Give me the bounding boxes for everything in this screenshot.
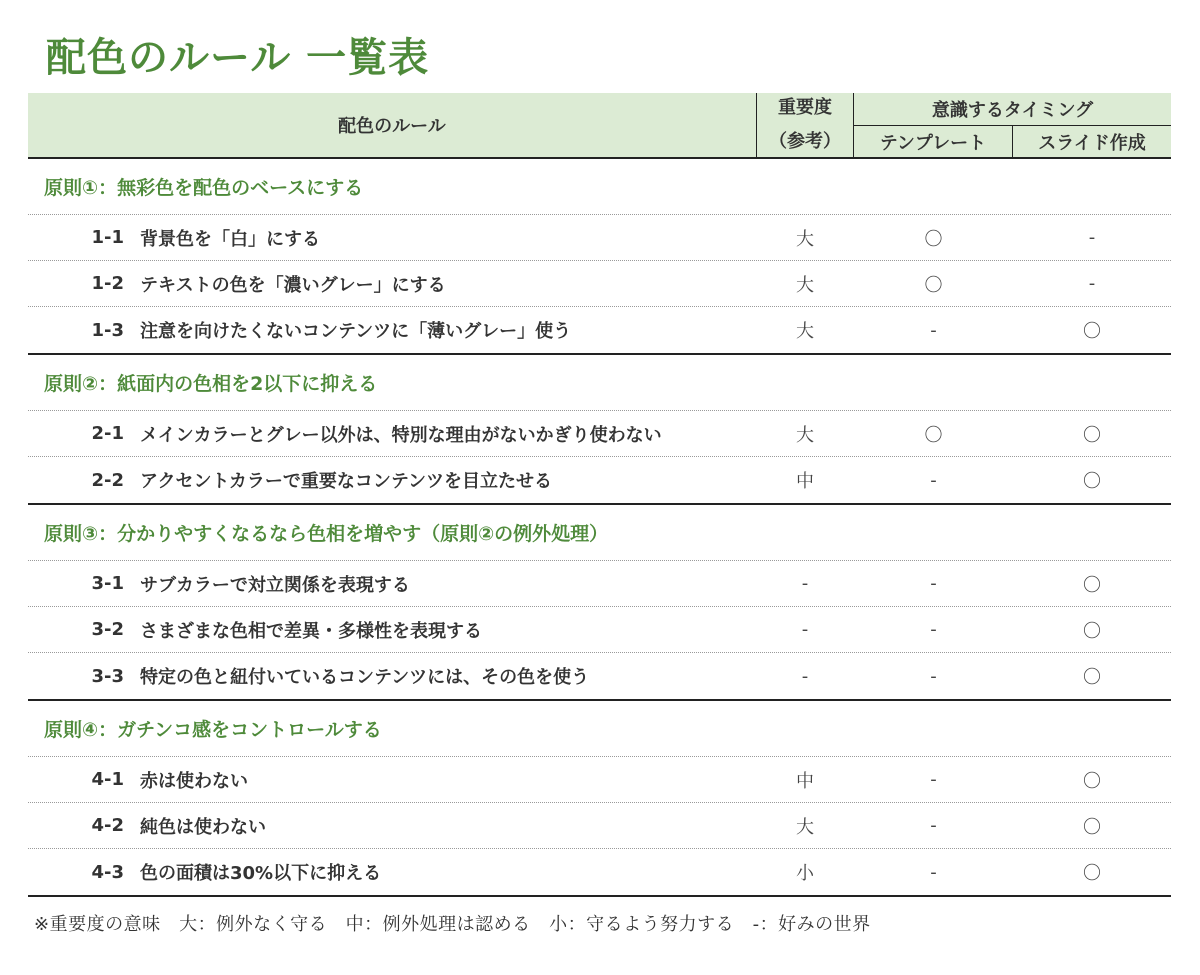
slide-cell: 〇 [1083, 863, 1101, 884]
table-row [28, 215, 1171, 261]
template-cell: - [930, 619, 937, 640]
rule-text: 背景色を「白」にする [140, 228, 320, 250]
rule-cell [28, 421, 756, 447]
rule-text: 色の面積は30%以下に抑える [140, 863, 382, 884]
table-row [28, 849, 1171, 895]
template-cell: - [930, 319, 937, 341]
section-title: 原則②：紙面内の色相を2以下に抑える [28, 355, 1171, 411]
importance-cell: 大 [796, 816, 814, 838]
importance-cell: 大 [796, 274, 814, 296]
rule-cell [28, 617, 756, 643]
table-row [28, 307, 1171, 353]
table-body [28, 159, 1171, 897]
slide-cell: - [1088, 227, 1096, 248]
template-cell: - [930, 769, 937, 790]
importance-cell: 中 [796, 471, 814, 492]
rule-text: アクセントカラーで重要なコンテンツを目立たせる [140, 471, 553, 492]
template-cell: - [930, 861, 937, 883]
table-row [28, 607, 1171, 653]
header-slide: スライド作成 [1038, 132, 1146, 154]
section [28, 701, 1171, 897]
rule-cell [28, 467, 756, 493]
table-row [28, 757, 1171, 803]
rule-number: 3-3 [91, 665, 124, 687]
rule-cell [28, 571, 756, 597]
slide-cell: 〇 [1083, 321, 1101, 342]
slide-cell: 〇 [1083, 574, 1101, 596]
rule-cell [28, 271, 756, 297]
template-cell: - [930, 469, 937, 491]
table-row [28, 653, 1171, 699]
header-importance [756, 93, 854, 157]
slide-cell: 〇 [1083, 620, 1101, 642]
importance-cell: 小 [796, 863, 814, 884]
section [28, 159, 1171, 355]
rule-number: 4-1 [91, 769, 124, 790]
rule-text: メインカラーとグレー以外は、特別な理由がないかぎり使わない [140, 424, 662, 446]
importance-cell: - [801, 619, 809, 640]
slide-cell: 〇 [1083, 424, 1101, 446]
header-timing: 意識するタイミング [854, 93, 1171, 126]
slide-cell: 〇 [1083, 816, 1101, 838]
section [28, 505, 1171, 701]
page-title: 配色のルール 一覧表 [46, 35, 430, 81]
rule-text: サブカラーで対立関係を表現する [140, 574, 410, 596]
section-title: 原則①：無彩色を配色のベースにする [28, 159, 1171, 215]
section [28, 355, 1171, 505]
header-importance-label: 重要度 [778, 97, 832, 118]
rule-cell [28, 663, 756, 689]
rule-number: 1-3 [91, 319, 124, 341]
rule-number: 2-2 [91, 469, 124, 491]
rule-number: 2-1 [91, 423, 124, 444]
header-rule: 配色のルール [338, 116, 446, 137]
template-cell: 〇 [924, 274, 943, 296]
rule-number: 4-3 [91, 861, 124, 883]
rule-text: テキストの色を「濃いグレー」にする [140, 274, 446, 296]
section-title: 原則③：分かりやすくなるなら色相を増やす（原則②の例外処理） [28, 505, 1171, 561]
template-cell: 〇 [924, 228, 943, 250]
rule-text: 赤は使わない [140, 770, 248, 792]
rule-number: 3-2 [91, 619, 124, 640]
slide-cell: - [1088, 273, 1096, 294]
rule-text: 注意を向けたくないコンテンツに「薄いグレー」使う [140, 321, 572, 342]
footnote: ※重要度の意味 大：例外なく守る 中：例外処理は認める 小：守るよう努力する -：好みの世界 [34, 914, 871, 935]
rule-number: 3-1 [91, 573, 124, 594]
rule-text: さまざまな色相で差異・多様性を表現する [140, 620, 482, 642]
template-cell: 〇 [924, 424, 943, 446]
table-row [28, 457, 1171, 503]
rule-text: 純色は使わない [140, 816, 266, 838]
table-row [28, 803, 1171, 849]
rule-cell [28, 317, 756, 343]
table-row [28, 561, 1171, 607]
rule-cell [28, 813, 756, 839]
importance-cell: 大 [796, 228, 814, 250]
rules-table [28, 93, 1171, 897]
rule-text: 特定の色と紐付いているコンテンツには、その色を使う [140, 667, 590, 688]
importance-cell: 大 [796, 321, 814, 342]
table-header [28, 93, 1171, 159]
header-template: テンプレート [854, 126, 1013, 157]
template-cell: - [930, 573, 937, 594]
importance-cell: - [801, 573, 809, 594]
rule-number: 1-1 [91, 227, 124, 248]
header-importance-note: （参考） [769, 131, 841, 152]
table-row [28, 411, 1171, 457]
rule-cell [28, 767, 756, 793]
rule-number: 4-2 [91, 815, 124, 836]
rule-cell [28, 225, 756, 251]
rule-number: 1-2 [91, 273, 124, 294]
rule-cell [28, 859, 756, 885]
table-row [28, 261, 1171, 307]
importance-cell: 中 [796, 770, 814, 792]
slide-cell: 〇 [1083, 471, 1101, 492]
section-title: 原則④：ガチンコ感をコントロールする [28, 701, 1171, 757]
slide-cell: 〇 [1083, 770, 1101, 792]
importance-cell: - [801, 665, 809, 687]
template-cell: - [930, 815, 937, 836]
template-cell: - [930, 665, 937, 687]
slide-cell: 〇 [1083, 667, 1101, 688]
importance-cell: 大 [796, 424, 814, 446]
